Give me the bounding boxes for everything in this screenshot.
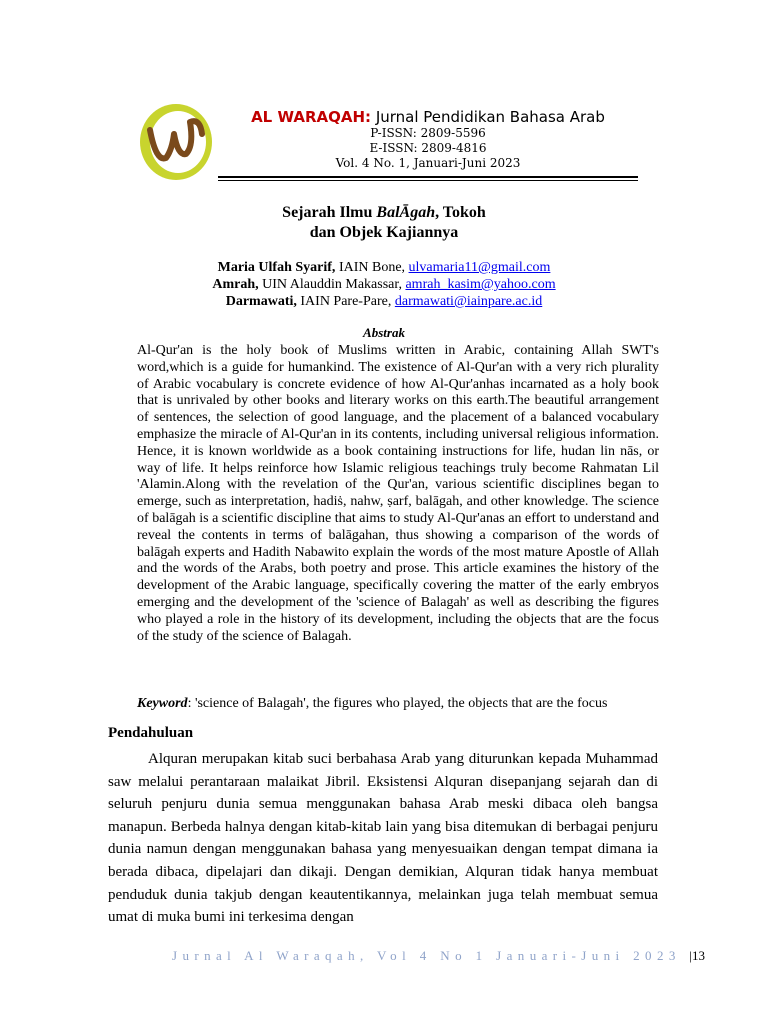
author-name: Maria Ulfah Syarif,	[217, 260, 336, 275]
author-affiliation: UIN Alauddin Makassar,	[258, 277, 406, 292]
author-line	[140, 276, 628, 293]
title-line-2: dan Objek Kajiannya	[309, 224, 459, 241]
journal-header	[218, 108, 638, 171]
title-part-2: , Tokoh	[435, 204, 486, 221]
author-line	[140, 259, 628, 276]
abstract-body: Al-Qur'an is the holy book of Muslims written in Arabic, containing Allah SWT's word,which is a guide for humankind. The existence of Al-Qur'an with a very rich plurality of Arabic vocabulary is concrete evidence of how Al-Qur'anhas incarnated as a holy book that is unrivaled by other books and literary works on this earth.The beautiful arrangement of sentences, the selection of good language, and the placement of a balanced vocabulary emphasize the miracle of Al-Qur'an in its contents, including universal religious information. Hence, it is known worldwide as a book containing instructions for life, hudan lin nās, or way of life. It helps reinforce how Islamic religious teachings truly become Rahmatan Lil 'Alamin.Along with the revelation of the Qur'an, various scientific disciplines began to emerge, such as interpretation, hadiṡ, nahw, ṣarf, balāgah, and other knowledge. The science of balāgah is a scientific discipline that aims to study Al-Qur'anas an effort to understand and reveal the contents in terms of balāgahan, thus showing a comparison of the words of balāgah experts and Hadith Nabawito explain the words of the most mature Apostle of Allah and the words of the Arabs, both poetry and prose. This article examines the history of the development of the Arabic language, specifically covering the matter of the early embryos emerging and the development of the 'science of Balagah' as well as describing the figures who played a role in the history of its development, including the objects that are the focus of the study of the science of Balagah.	[137, 343, 659, 644]
header-rule-thick	[218, 176, 638, 178]
pissn: P-ISSN: 2809-5596	[370, 126, 486, 140]
article-title	[180, 203, 588, 243]
author-email-link[interactable]: darmawati@iainpare.ac.id	[394, 294, 543, 309]
volume-info: Vol. 4 No. 1, Januari-Juni 2023	[335, 156, 521, 170]
journal-logo	[138, 100, 216, 182]
keyword-text: : 'science of Balagah', the figures who played, the objects that are the focus	[187, 696, 608, 711]
journal-subtitle: Jurnal Pendidikan Bahasa Arab	[375, 108, 605, 126]
title-emphasis: BalĀgah	[376, 204, 436, 221]
title-part-1: Sejarah Ilmu	[282, 204, 377, 221]
eissn: E-ISSN: 2809-4816	[369, 141, 487, 155]
author-line	[140, 293, 628, 310]
author-list	[140, 259, 628, 310]
author-name: Darmawati,	[225, 294, 297, 309]
footer-separator: |	[689, 948, 693, 963]
page-number: 13	[692, 948, 706, 963]
section-heading: Pendahuluan	[108, 725, 194, 741]
keywords	[137, 695, 667, 712]
header-rule-thin	[218, 180, 638, 181]
page-footer	[172, 948, 706, 964]
abstract-heading: Abstrak	[363, 325, 405, 340]
author-affiliation: IAIN Pare-Pare,	[296, 294, 395, 309]
intro-paragraph: Alquran merupakan kitab suci berbahasa Arab yang diturunkan kepada Muhammad saw melalui perantaraan malaikat Jibril. Eksistensi Alquran disepanjang sejarah dan di seluruh penjuru dunia semua menggunakan bahasa Arab meski dibaca oleh bangsa manapun. Berbeda halnya dengan kitab-kitab lain yang bisa ditemukan di berbagai penjuru dunia namun dengan menggunakan bahasa yang menyesuaikan dengan tempat dimana ia berada dibaca, dipelajari dan dikaji. Dengan demikian, Alquran tidak hanya membuat penduduk dunia takjub dengan keautentikannya, melainkan juga telah membuat semua umat di muka bumi ini terkesima dengan	[108, 751, 658, 926]
footer-journal: Jurnal Al Waraqah, Vol 4 No 1 Januari-Juni 2023	[172, 948, 681, 963]
journal-name: AL WARAQAH:	[251, 108, 372, 126]
author-email-link[interactable]: amrah_kasim@yahoo.com	[405, 277, 556, 292]
keyword-label: Keyword	[137, 696, 188, 711]
author-email-link[interactable]: ulvamaria11@gmail.com	[408, 260, 551, 275]
author-affiliation: IAIN Bone,	[335, 260, 409, 275]
author-name: Amrah,	[212, 277, 259, 292]
